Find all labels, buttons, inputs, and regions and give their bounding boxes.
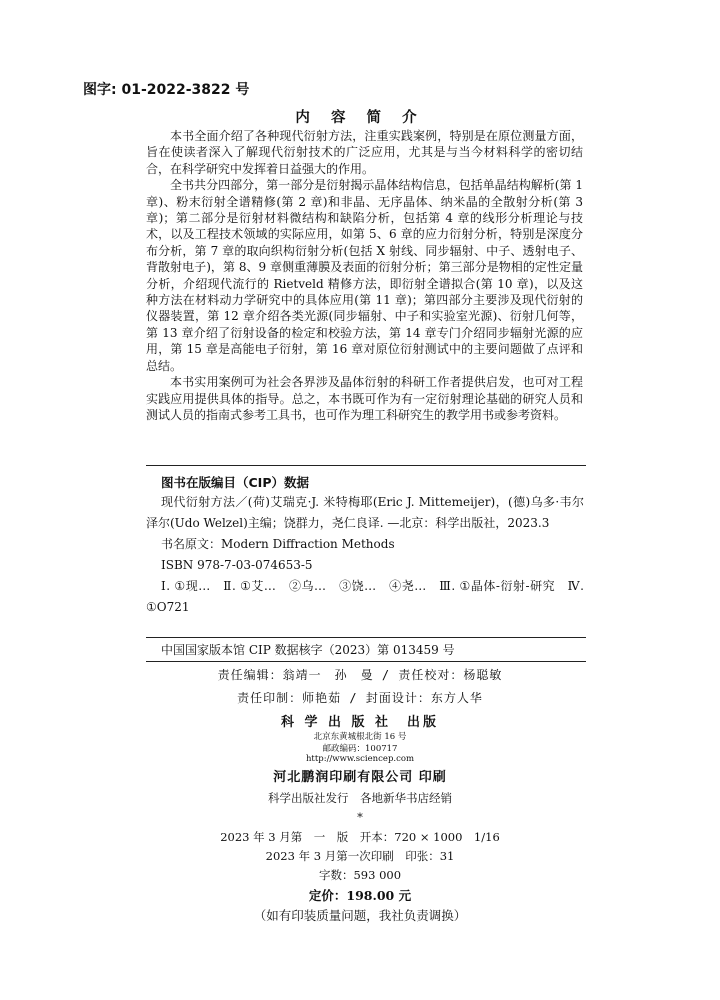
- summary-paragraph-3: 本书实用案例可为社会各界涉及晶体衍射的科研工作者提供启发，也可对工程实践应用提供具体的指导。总之，本书既可作为有一定衍射理论基础的研究人员和测试人员的指南式参考工具书，也可作为理工科研究生的教学用书或参考资料。: [146, 375, 583, 422]
- publisher-url: http://www.sciencep.com: [305, 754, 415, 764]
- editor-credits: 责任编辑：翁靖一 孙 曼 / 责任校对：杨聪敏: [217, 668, 503, 682]
- summary-paragraph-1: 本书全面介绍了各种现代衍射方法，注重实践案例，特别是在原位测量方面，旨在使读者深入了解现代衍射技术的广泛应用，尤其是与当今材料科学的密切结合，在科学研究中发挥着日益强大的作用。: [146, 129, 583, 176]
- cip-classification: Ⅰ. ①现… Ⅱ. ①艾… ②乌… ③饶… ④尧… Ⅲ. ①晶体-衍射-研究 Ⅳ. ①O721: [146, 579, 584, 614]
- cip-record: 现代衍射方法／(荷)艾瑞克·J. 米特梅耶(Eric J. Mittemeijer)，(德)乌多·韦尔泽尔(Udo Welzel)主编；饶群力，尧仁良译. —北京：科学出版社，2023.3: [146, 495, 584, 530]
- cip-isbn: ISBN 978-7-03-074653-5: [161, 558, 313, 572]
- edition-format-line: 2023 年 3 月第 一 版 开本：720 × 1000 1/16: [220, 830, 500, 844]
- copyright-registration-number: 图字: 01-2022-3822 号: [83, 82, 250, 98]
- content-summary-title: 内 容 简 介: [295, 110, 425, 126]
- publisher-name: 科 学 出 版 社 出版: [280, 715, 440, 730]
- price-line: 定价：198.00 元: [308, 888, 412, 903]
- quality-notice: （如有印装质量问题，我社负责调换）: [253, 908, 467, 923]
- separator-asterisk: *: [357, 810, 363, 824]
- content-summary: [146, 128, 583, 423]
- cip-bottom-rule: [146, 661, 586, 662]
- production-credits: 责任印制：师艳茹 / 封面设计：东方人华: [237, 691, 483, 705]
- word-count-line: 字数：593 000: [318, 868, 402, 882]
- cip-title: 图书在版编目（CIP）数据: [161, 475, 309, 490]
- printer-name: 河北鹏润印刷有限公司 印刷: [273, 770, 447, 785]
- cip-original-title: 书名原文：Modern Diffraction Methods: [161, 537, 395, 551]
- cip-middle-rule: [146, 637, 586, 638]
- printing-sheets-line: 2023 年 3 月第一次印刷 印张：31: [265, 849, 455, 863]
- cip-top-rule: [146, 465, 586, 466]
- cip-record-body: [146, 492, 584, 618]
- cip-library-number: 中国国家版本馆 CIP 数据核字（2023）第 013459 号: [161, 643, 455, 657]
- summary-paragraph-2: 全书共分四部分，第一部分是衍射揭示晶体结构信息，包括单晶结构解析(第 1 章)、粉末衍射全谱精修(第 2 章)和非晶、无序晶体、纳米晶的全散射分析(第 3 章)；第二部分是衍射材料微结构和缺陷分析，包括第 4 章的线形分析理论与技术，以及工程技术领域的实际应用，如第 5、6 章的应力衍射分析，特别是深度分布分析，第 7 章的取向织构衍射分析(包括 X 射线、同步辐射、中子、透射电子、背散射电子)，第 8、9 章侧重薄膜及表面的衍射分析；第三部分是物相的定性定量分析，介绍现代流行的 Rietveld 精修方法，即衍射全谱拟合(第 10 章)，以及这种方法在材料动力学研究中的具体应用(第 11 章)；第四部分主要涉及现代衍射的仪器装置，第 12 章介绍各类光源(同步辐射、中子和实验室光源)、衍射几何等，第 13 章介绍了衍射设备的检定和校验方法，第 14 章专门介绍同步辐射光源的应用，第 15 章是高能电子衍射，第 16 章对原位衍射测试中的主要问题做了点评和总结。: [146, 178, 583, 373]
- distribution-info: 科学出版社发行 各地新华书店经销: [268, 791, 452, 805]
- publisher-address: 北京东黄城根北街 16 号: [313, 732, 407, 742]
- publisher-postcode: 邮政编码：100717: [322, 744, 398, 754]
